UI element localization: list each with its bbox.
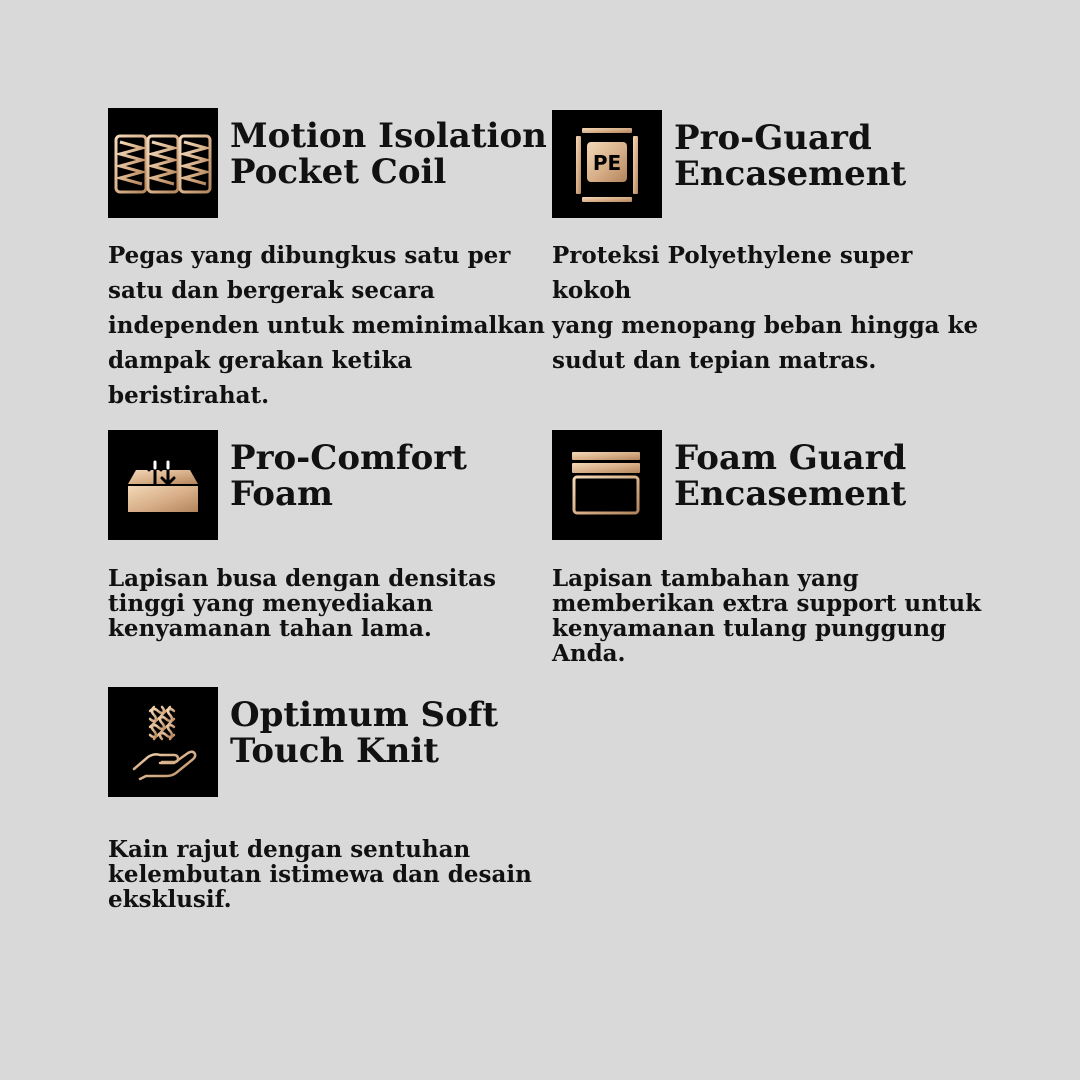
- feature-title: Pro-Comfort Foam: [230, 438, 467, 514]
- pe-label: PE: [592, 151, 622, 175]
- feature-motion-isolation: [108, 108, 548, 418]
- foam-box-arrows-icon: [108, 430, 218, 540]
- feature-soft-touch-knit: [108, 687, 548, 927]
- feature-title: Optimum Soft Touch Knit: [230, 695, 499, 771]
- feature-description: Pegas yang dibungkus satu per satu dan bergerak secara independen untuk meminimalkan dampak gerakan ketika beristirahat.: [108, 242, 545, 409]
- feature-title: Motion Isolation Pocket Coil: [230, 116, 547, 192]
- feature-description: Lapisan busa dengan densitas tinggi yang menyediakan kenyamanan tahan lama.: [108, 565, 496, 642]
- feature-title: Foam Guard Encasement: [674, 438, 907, 514]
- feature-foam-guard: [552, 430, 992, 670]
- feature-pro-guard: [552, 110, 992, 374]
- feature-description: Lapisan tambahan yang memberikan extra support untuk kenyamanan tulang punggung Anda.: [552, 565, 982, 667]
- pe-encasement-icon: [552, 110, 662, 218]
- feature-description: Kain rajut dengan sentuhan kelembutan istimewa dan desain eksklusif.: [108, 836, 532, 913]
- pocket-coil-springs-icon: [108, 108, 218, 218]
- foam-layer-icon: [552, 430, 662, 540]
- feature-description: Proteksi Polyethylene super kokoh yang menopang beban hingga ke sudut dan tepian matras.: [552, 242, 979, 374]
- knit-fabric-hand-icon: [108, 687, 218, 797]
- feature-pro-comfort: [108, 430, 548, 650]
- feature-title: Pro-Guard Encasement: [674, 118, 907, 194]
